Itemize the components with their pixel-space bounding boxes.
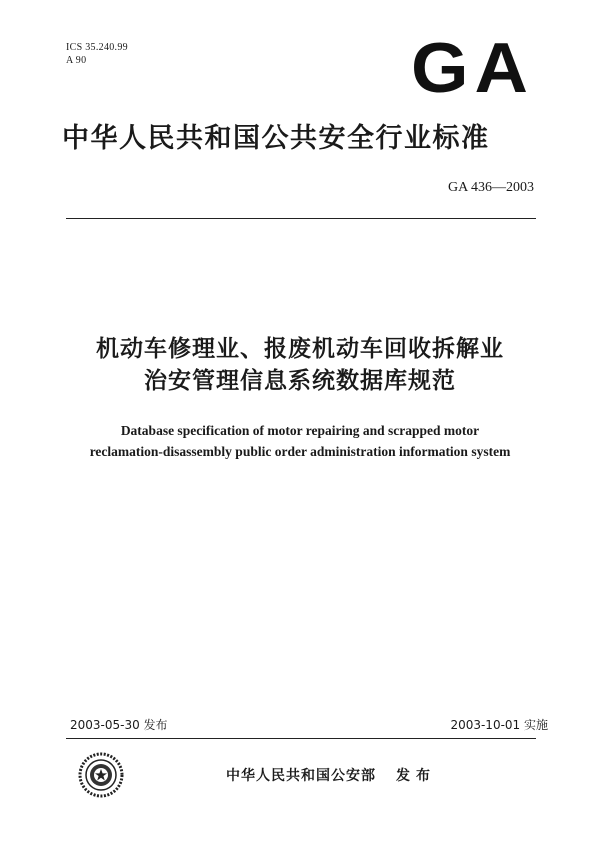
document-title-en-line2: reclamation-disassembly public order administration information system [89, 444, 511, 459]
issue-date: 2003-05-30 发布 [70, 718, 168, 732]
issuer-name: 中华人民共和国公安部 [226, 768, 376, 784]
standard-title: 中华人民共和国公共安全行业标准 [62, 123, 490, 154]
standard-number: GA 436—2003 [448, 180, 534, 195]
top-divider [66, 218, 536, 219]
ministry-seal-icon [78, 752, 124, 798]
implementation-date: 2003-10-01 实施 [450, 718, 548, 732]
bottom-divider [66, 738, 536, 739]
document-title-cn-line1: 机动车修理业、报废机动车回收拆解业 [96, 336, 504, 362]
ics-code: ICS 35.240.99 [66, 42, 128, 53]
issue-label: 发布 [396, 768, 436, 784]
document-title-en-line1: Database specification of motor repairing and scrapped motor [120, 423, 480, 438]
classification-code: A 90 [66, 55, 87, 66]
document-title-cn-line2: 治安管理信息系统数据库规范 [144, 368, 456, 394]
ga-logo: GA [411, 28, 534, 107]
